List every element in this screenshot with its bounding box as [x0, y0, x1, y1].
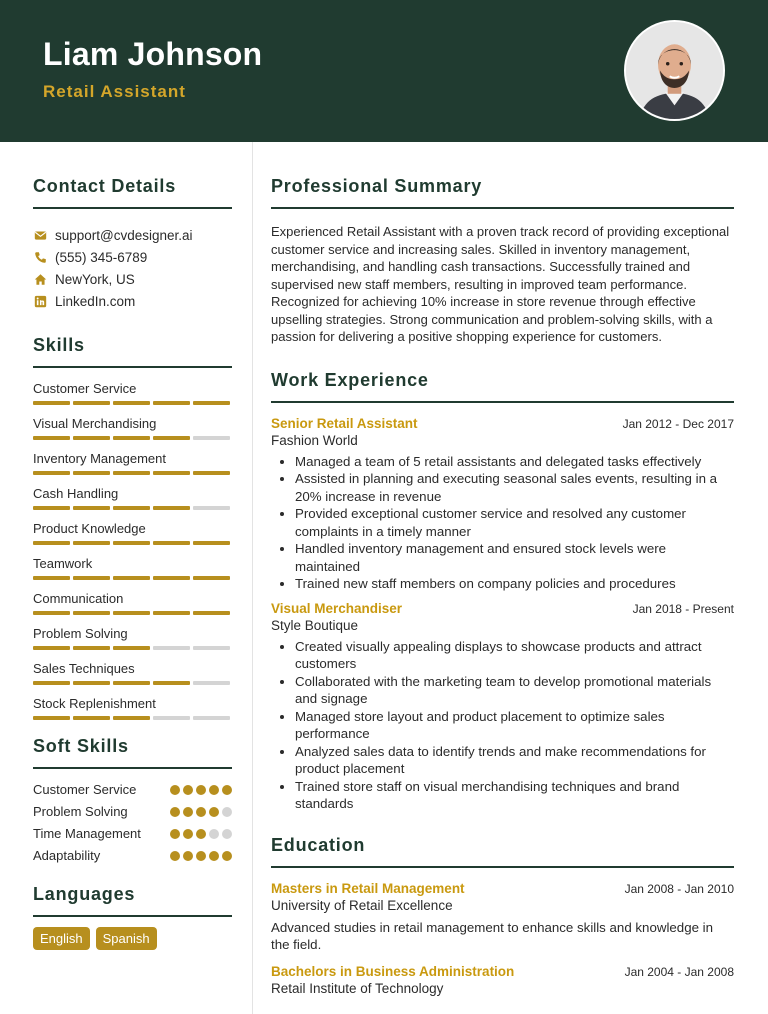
- rating-dot: [222, 785, 232, 795]
- language-badge: Spanish: [96, 927, 157, 950]
- experience-heading: Work Experience: [271, 370, 734, 403]
- skill-name: Product Knowledge: [33, 521, 146, 536]
- soft-skill-rating: [170, 851, 232, 861]
- skill-level-segment: [193, 716, 230, 720]
- soft-skills-heading: Soft Skills: [33, 736, 232, 769]
- soft-skills-list: [33, 781, 232, 864]
- contact-email-text: support@cvdesigner.ai: [55, 227, 193, 243]
- rating-dot: [170, 807, 180, 817]
- rating-dot: [170, 785, 180, 795]
- skill-level-segment: [193, 506, 230, 510]
- skill-level-bar: [33, 401, 232, 405]
- skill-level-segment: [73, 576, 110, 580]
- skill-level-segment: [113, 646, 150, 650]
- skill-level-segment: [193, 401, 230, 405]
- education-entry: [271, 881, 734, 954]
- skill-level-segment: [73, 716, 110, 720]
- soft-skill-item: [33, 825, 232, 842]
- skill-level-segment: [73, 611, 110, 615]
- phone-icon: [33, 250, 47, 264]
- skills-section: [33, 335, 232, 720]
- rating-dot: [209, 851, 219, 861]
- skill-name: Visual Merchandising: [33, 416, 157, 431]
- rating-dot: [196, 851, 206, 861]
- skill-level-segment: [33, 611, 70, 615]
- skill-level-segment: [33, 506, 70, 510]
- job-bullet: • Assisted in planning and executing seasonal sales events, resulting in a 20% increase in revenue: [295, 470, 734, 505]
- rating-dot: [209, 829, 219, 839]
- language-badge: English: [33, 927, 90, 950]
- job-bullet: • Handled inventory management and ensured stock levels were maintained: [295, 540, 734, 575]
- skill-level-segment: [33, 681, 70, 685]
- skill-level-segment: [193, 471, 230, 475]
- skill-item: [33, 380, 232, 405]
- summary-section: [271, 176, 734, 346]
- skill-item: [33, 520, 232, 545]
- languages-heading: Languages: [33, 884, 232, 917]
- skill-level-bar: [33, 716, 232, 720]
- skill-level-segment: [33, 471, 70, 475]
- soft-skill-item: [33, 847, 232, 864]
- summary-heading: Professional Summary: [271, 176, 734, 209]
- education-dates: Jan 2004 - Jan 2008: [624, 964, 734, 979]
- skill-level-segment: [73, 681, 110, 685]
- job-bullet: • Trained new staff members on company policies and procedures: [295, 575, 734, 593]
- skill-item: [33, 415, 232, 440]
- education-heading: Education: [271, 835, 734, 868]
- skill-level-segment: [153, 681, 190, 685]
- rating-dot: [209, 807, 219, 817]
- rating-dot: [222, 829, 232, 839]
- contact-location: [33, 268, 232, 290]
- linkedin-icon: [33, 294, 47, 308]
- skill-level-segment: [73, 506, 110, 510]
- skill-level-segment: [193, 541, 230, 545]
- rating-dot: [222, 807, 232, 817]
- skill-item: [33, 485, 232, 510]
- rating-dot: [183, 785, 193, 795]
- skill-level-segment: [153, 716, 190, 720]
- skill-name: Customer Service: [33, 381, 137, 396]
- rating-dot: [222, 851, 232, 861]
- education-entry: [271, 964, 734, 996]
- skill-level-segment: [193, 646, 230, 650]
- job-dates: Jan 2018 - Present: [632, 601, 734, 616]
- languages-section: [33, 884, 232, 950]
- degree-title: Masters in Retail Management: [271, 880, 465, 896]
- contact-linkedin[interactable]: [33, 290, 232, 312]
- skill-name: Sales Techniques: [33, 661, 135, 676]
- rating-dot: [196, 785, 206, 795]
- skill-name: Stock Replenishment: [33, 696, 156, 711]
- rating-dot: [196, 829, 206, 839]
- skill-level-segment: [153, 506, 190, 510]
- skill-item: [33, 695, 232, 720]
- skill-level-segment: [113, 471, 150, 475]
- skill-level-segment: [113, 576, 150, 580]
- job-bullet: • Managed a team of 5 retail assistants and delegated tasks effectively: [295, 453, 734, 471]
- job-company: Style Boutique: [271, 617, 359, 633]
- skill-level-bar: [33, 506, 232, 510]
- degree-title: Bachelors in Business Administration: [271, 963, 515, 979]
- soft-skill-rating: [170, 785, 232, 795]
- skills-heading: Skills: [33, 335, 232, 368]
- skill-level-segment: [33, 401, 70, 405]
- skill-level-segment: [193, 611, 230, 615]
- job-entry: [271, 416, 734, 593]
- soft-skills-section: [33, 736, 232, 864]
- job-bullet: • Provided exceptional customer service and resolved any customer complaints in a timely manner: [295, 505, 734, 540]
- skills-list: [33, 380, 232, 720]
- soft-skill-name: Adaptability: [33, 848, 101, 863]
- job-bullet: • Managed store layout and product placement to optimize sales performance: [295, 708, 734, 743]
- job-company: Fashion World: [271, 432, 358, 448]
- mail-icon: [33, 228, 47, 242]
- skill-level-bar: [33, 681, 232, 685]
- job-title: Visual Merchandiser: [271, 600, 403, 616]
- skill-item: [33, 625, 232, 650]
- skill-level-segment: [33, 541, 70, 545]
- rating-dot: [196, 807, 206, 817]
- soft-skill-name: Problem Solving: [33, 804, 128, 819]
- skill-level-segment: [73, 401, 110, 405]
- skill-level-segment: [153, 436, 190, 440]
- skill-level-segment: [73, 436, 110, 440]
- contact-phone-text: (555) 345-6789: [55, 249, 148, 265]
- skill-level-segment: [33, 576, 70, 580]
- skill-level-bar: [33, 436, 232, 440]
- skill-level-segment: [153, 646, 190, 650]
- soft-skill-name: Customer Service: [33, 782, 137, 797]
- skill-level-segment: [113, 506, 150, 510]
- skill-level-segment: [73, 646, 110, 650]
- summary-text: Experienced Retail Assistant with a proven track record of providing exceptional customer service and increasing sales. Skilled in inventory management, merchandising, and handling cash transactions. Successfully trained and supervised new staff members, resulting in improved team performance. Recognized for achieving 10% increase in store revenue through effective upselling strategies. Strong communication and problem-solving skills, with a passion for delivering a positive shopping experience for customers.: [271, 224, 730, 344]
- job-bullets: [271, 638, 734, 813]
- candidate-title: Retail Assistant: [43, 82, 186, 101]
- skill-level-segment: [193, 436, 230, 440]
- education-description: Advanced studies in retail management to enhance skills and knowledge in the field.: [271, 919, 714, 952]
- school-name: University of Retail Excellence: [271, 897, 453, 913]
- left-column: [33, 142, 232, 950]
- experience-section: [271, 370, 734, 813]
- contact-phone[interactable]: [33, 246, 232, 268]
- skill-level-bar: [33, 576, 232, 580]
- school-name: Retail Institute of Technology: [271, 980, 444, 996]
- rating-dot: [183, 829, 193, 839]
- skill-item: [33, 555, 232, 580]
- rating-dot: [170, 829, 180, 839]
- skill-level-bar: [33, 611, 232, 615]
- candidate-name: Liam Johnson: [43, 36, 263, 72]
- contact-linkedin-text: LinkedIn.com: [55, 293, 136, 309]
- skill-name: Teamwork: [33, 556, 93, 571]
- job-bullets: [271, 453, 734, 593]
- rating-dot: [209, 785, 219, 795]
- header-banner: [0, 0, 768, 142]
- soft-skill-rating: [170, 829, 232, 839]
- skill-level-segment: [193, 576, 230, 580]
- skill-level-segment: [73, 471, 110, 475]
- skill-level-segment: [33, 436, 70, 440]
- rating-dot: [170, 851, 180, 861]
- contact-section: [33, 176, 232, 312]
- rating-dot: [183, 851, 193, 861]
- skill-level-segment: [153, 471, 190, 475]
- job-entry: [271, 601, 734, 813]
- skill-level-segment: [33, 646, 70, 650]
- skill-level-segment: [33, 716, 70, 720]
- profile-photo: [624, 20, 725, 121]
- job-bullet: • Created visually appealing displays to showcase products and attract customers: [295, 638, 734, 673]
- skill-level-segment: [113, 681, 150, 685]
- job-bullet: • Trained store staff on visual merchandising techniques and brand standards: [295, 778, 734, 813]
- skill-name: Communication: [33, 591, 124, 606]
- skill-level-segment: [113, 611, 150, 615]
- right-column: [271, 142, 734, 996]
- job-title: Senior Retail Assistant: [271, 415, 418, 431]
- skill-level-segment: [113, 401, 150, 405]
- soft-skill-name: Time Management: [33, 826, 141, 841]
- skill-level-segment: [73, 541, 110, 545]
- soft-skill-rating: [170, 807, 232, 817]
- contact-heading: Contact Details: [33, 176, 232, 209]
- person-avatar-icon: [626, 22, 723, 119]
- skill-item: [33, 660, 232, 685]
- skill-level-segment: [153, 611, 190, 615]
- skill-name: Inventory Management: [33, 451, 166, 466]
- skill-level-segment: [153, 541, 190, 545]
- skill-level-bar: [33, 646, 232, 650]
- home-icon: [33, 272, 47, 286]
- soft-skill-item: [33, 803, 232, 820]
- skill-level-segment: [193, 681, 230, 685]
- contact-email[interactable]: [33, 224, 232, 246]
- skill-level-segment: [153, 401, 190, 405]
- column-divider: [252, 142, 253, 1014]
- contact-location-text: NewYork, US: [55, 271, 135, 287]
- skill-level-bar: [33, 471, 232, 475]
- education-dates: Jan 2008 - Jan 2010: [624, 881, 734, 896]
- skill-level-segment: [113, 436, 150, 440]
- skill-level-segment: [113, 716, 150, 720]
- job-dates: Jan 2012 - Dec 2017: [622, 416, 734, 431]
- rating-dot: [183, 807, 193, 817]
- skill-level-segment: [113, 541, 150, 545]
- skill-name: Problem Solving: [33, 626, 128, 641]
- education-section: [271, 835, 734, 996]
- skill-level-bar: [33, 541, 232, 545]
- job-bullet: • Collaborated with the marketing team to develop promotional materials and signage: [295, 673, 734, 708]
- skill-level-segment: [153, 576, 190, 580]
- soft-skill-item: [33, 781, 232, 798]
- skill-name: Cash Handling: [33, 486, 119, 501]
- skill-item: [33, 450, 232, 475]
- skill-item: [33, 590, 232, 615]
- job-bullet: • Analyzed sales data to identify trends and make recommendations for product placement: [295, 743, 734, 778]
